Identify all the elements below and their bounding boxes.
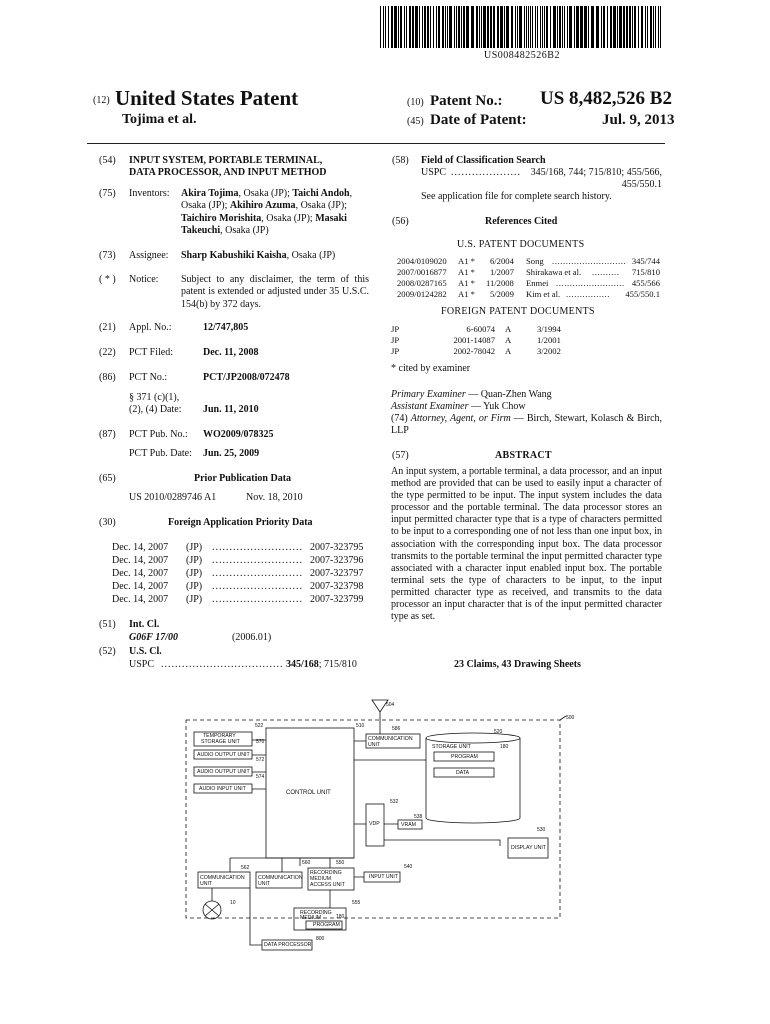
us-ref-kind: A1 *: [458, 278, 475, 288]
assignee: [181, 250, 335, 262]
ref-504: 504: [386, 702, 395, 708]
pub-date-label: PCT Pub. Date:: [129, 448, 192, 459]
us-ref-number: 2009/0124282: [397, 289, 447, 299]
vdp-label: VDP: [369, 821, 380, 827]
recording-medium-label-1: RECORDING: [300, 910, 332, 916]
appl-no-label: Appl. No.:: [129, 322, 172, 333]
inventor-location: , Osaka (JP);: [295, 200, 347, 212]
ref-180-b: 180: [336, 914, 345, 920]
ref-540: 540: [404, 864, 413, 870]
code-51: (51): [99, 619, 116, 630]
recording-access-label-1: RECORDING: [310, 870, 342, 876]
code-56: (56): [392, 216, 409, 227]
foreign-ref-country: JP: [391, 324, 400, 334]
priority-number: 2007-323799: [310, 594, 364, 605]
dot-leader: ..........................: [212, 594, 303, 605]
priority-date: Dec. 14, 2007: [112, 581, 169, 592]
patent-no-label: Patent No.:: [430, 93, 503, 109]
ref-538: 538: [414, 814, 423, 820]
foreign-ref-date: 3/2002: [537, 346, 561, 356]
priority-number: 2007-323797: [310, 568, 364, 579]
program-label-2: PROGRAM: [313, 922, 340, 928]
inventor-location: , Osaka (JP);: [181, 188, 353, 212]
us-ref-number: 2007/0016877: [397, 267, 447, 277]
us-cl-label: U.S. Cl.: [129, 646, 162, 657]
dot-leader: ..........................: [212, 568, 303, 579]
pub-date: Jun. 25, 2009: [203, 448, 260, 459]
s371-date: Jun. 11, 2010: [203, 404, 259, 415]
storage-cylinder-bottom: [426, 818, 520, 823]
code-87: (87): [99, 429, 116, 440]
inventors-list: [181, 188, 369, 237]
control-unit-label: CONTROL UNIT: [286, 790, 331, 796]
inventor-name: Taichi Andoh: [292, 188, 350, 199]
ref-555: 555: [352, 900, 361, 906]
inventor-name: Masaki Takeuchi: [181, 212, 347, 236]
assistant-examiner: [391, 401, 526, 413]
ref-574: 574: [256, 774, 265, 780]
foreign-ref-kind: A: [505, 346, 512, 356]
audio-input-label: AUDIO INPUT UNIT: [199, 786, 246, 792]
uspc-rest: ; 715/810: [318, 659, 357, 670]
dot-leader: ..........................: [212, 555, 303, 566]
cited-by-examiner-note: * cited by examiner: [391, 363, 471, 374]
priority-number: 2007-323796: [310, 555, 364, 566]
ref-530: 530: [537, 827, 546, 833]
audio-output-label-2: AUDIO OUTPUT UNIT: [197, 769, 250, 775]
prior-pub-title: Prior Publication Data: [194, 473, 292, 484]
references-title: References Cited: [485, 216, 558, 227]
communication-unit-2-label-2: UNIT: [200, 881, 213, 887]
us-docs-title: U.S. PATENT DOCUMENTS: [457, 239, 585, 250]
prior-pub-date: Nov. 18, 2010: [246, 492, 303, 503]
us-ref-class: 715/810: [631, 267, 660, 277]
pub-no: WO2009/078325: [203, 429, 274, 440]
assignee-name: Sharp Kabushiki Kaisha: [181, 250, 287, 261]
inventor-location: , Osaka (JP): [220, 224, 269, 236]
ref-800: 800: [316, 936, 325, 942]
uspc-main: 345/168: [286, 659, 319, 670]
ref-10: 10: [230, 900, 236, 906]
code-22: (22): [99, 347, 116, 358]
recording-access-label-3: ACCESS UNIT: [310, 882, 345, 888]
connector-lines: [252, 740, 266, 789]
foreign-ref-kind: A: [505, 324, 512, 334]
dot-leader: .........................: [556, 278, 625, 288]
us-ref-name: Enmei: [526, 278, 549, 288]
us-ref-date: 5/2009: [490, 289, 514, 299]
assistant-examiner-name: — Yuk Chow: [468, 401, 526, 412]
pct-no-label: PCT No.:: [129, 372, 168, 383]
priority-date: Dec. 14, 2007: [112, 594, 169, 605]
attorney-label: Attorney, Agent, or Firm: [410, 413, 511, 424]
us-ref-number: 2008/0287165: [397, 278, 447, 288]
primary-examiner: [391, 389, 552, 401]
us-ref-class: 345/744: [631, 256, 660, 266]
code-10: (10): [407, 97, 424, 108]
primary-examiner-name: — Quan-Zhen Wang: [465, 389, 552, 400]
code-65: (65): [99, 473, 116, 484]
us-ref-class: 455/550.1: [625, 289, 660, 299]
pct-filed-label: PCT Filed:: [129, 347, 173, 358]
inventors-short: Tojima et al.: [122, 112, 197, 127]
inventor-name: Akira Tojima: [181, 188, 239, 199]
priority-country: (JP): [186, 594, 203, 605]
code-21: (21): [99, 322, 116, 333]
field-search-title: Field of Classification Search: [421, 155, 546, 166]
date-label: Date of Patent:: [430, 112, 527, 128]
ref-562: 562: [241, 865, 250, 871]
priority-country: (JP): [186, 581, 203, 592]
code-45: (45): [407, 116, 424, 127]
priority-country: (JP): [186, 542, 203, 553]
field-uspc-line-1: 345/168, 744; 715/810; 455/566,: [530, 167, 662, 178]
int-cl-label: Int. Cl.: [129, 619, 160, 630]
field-search-note: See application file for complete search history.: [421, 191, 612, 202]
communication-unit-label-1: COMMUNICATION: [368, 736, 413, 742]
ref-520: 520: [494, 729, 503, 735]
field-uspc-line-2: 455/550.1: [621, 179, 662, 190]
temporary-storage-label-1: TEMPORARY: [203, 733, 236, 739]
int-cl-code: G06F 17/00: [129, 632, 178, 643]
inventor-name: Taichiro Morishita: [181, 212, 262, 224]
us-ref-number: 2004/0109020: [397, 256, 447, 266]
notice-code: ( * ): [99, 274, 116, 285]
code-54: (54): [99, 155, 116, 166]
patent-kind-title: United States Patent: [115, 86, 299, 110]
foreign-ref-country: JP: [391, 346, 400, 356]
int-cl-date: (2006.01): [232, 632, 272, 643]
abstract-title: ABSTRACT: [495, 450, 552, 461]
priority-date: Dec. 14, 2007: [112, 568, 169, 579]
notice-text: Subject to any disclaimer, the term of this patent is extended or adjusted under 35 U.S.C. 154(b) by 372 days.: [181, 274, 369, 310]
dot-leader: ..........................: [212, 581, 303, 592]
communication-unit-label-2: UNIT: [368, 742, 381, 748]
communication-unit-3-label-2: UNIT: [258, 881, 271, 887]
priority-number: 2007-323798: [310, 581, 364, 592]
assistant-examiner-label: Assistant Examiner: [391, 401, 469, 412]
display-unit-label: DISPLAY UNIT: [511, 845, 546, 851]
ref-560: 560: [302, 860, 311, 866]
priority-date: Dec. 14, 2007: [112, 555, 169, 566]
foreign-priority-title: Foreign Application Priority Data: [168, 517, 313, 528]
pct-filed-date: Dec. 11, 2008: [203, 347, 259, 358]
dot-leader: ....................: [451, 167, 521, 178]
code-58: (58): [392, 155, 409, 166]
code-74: (74): [391, 413, 408, 424]
us-ref-kind: A1 *: [458, 267, 475, 277]
us-ref-date: 11/2008: [486, 278, 514, 288]
s371-line-1: § 371 (c)(1),: [129, 392, 180, 403]
assignee-label: Assignee:: [129, 250, 169, 261]
dot-leader: ...................................: [161, 659, 284, 670]
us-ref-name: Shirakawa et al.: [526, 267, 582, 277]
barcode-image: [380, 6, 664, 48]
field-uspc-label: USPC: [421, 167, 447, 178]
recording-access-label-2: MEDIUM: [310, 876, 332, 882]
assignee-location: , Osaka (JP): [286, 250, 336, 261]
foreign-ref-kind: A: [505, 335, 512, 345]
patent-number: US 8,482,526 B2: [540, 88, 672, 109]
attorney: [391, 413, 662, 438]
notice-label: Notice:: [129, 274, 159, 285]
storage-unit-label: STORAGE UNIT: [432, 744, 471, 750]
input-unit-label: INPUT UNIT: [369, 874, 399, 880]
code-52: (52): [99, 646, 116, 657]
us-ref-kind: A1 *: [458, 256, 475, 266]
patent-date: Jul. 9, 2013: [602, 112, 675, 128]
us-ref-class: 455/566: [631, 278, 660, 288]
us-ref-date: 6/2004: [490, 256, 514, 266]
communication-unit-3-label-1: COMMUNICATION: [258, 875, 303, 881]
uspc-classes: [286, 659, 357, 671]
ref-570: 570: [256, 739, 265, 745]
code-57: (57): [392, 450, 409, 461]
attorney-name: — Birch, Stewart, Kolasch & Birch, LLP: [391, 413, 663, 437]
code-75: (75): [99, 188, 116, 199]
inventor-location: , Osaka (JP);: [238, 188, 293, 199]
vram-label: VRAM: [401, 822, 416, 828]
us-ref-kind: A1 *: [458, 289, 475, 299]
foreign-ref-country: JP: [391, 335, 400, 345]
inventors-label: Inventors:: [129, 188, 170, 199]
foreign-ref-number: 2001-14087: [453, 335, 495, 345]
title-line-1: INPUT SYSTEM, PORTABLE TERMINAL,: [129, 155, 323, 166]
appl-no: 12/747,805: [203, 322, 249, 333]
communication-unit-2-label-1: COMMUNICATION: [200, 875, 245, 881]
ref-510: 510: [356, 723, 365, 729]
code-73: (73): [99, 250, 116, 261]
code-12: (12): [93, 95, 110, 106]
ref-532: 532: [390, 799, 399, 805]
storage-cylinder: [426, 738, 520, 818]
ref-500: 500: [566, 715, 575, 721]
storage-cylinder-top: [426, 733, 520, 743]
code-30: (30): [99, 517, 116, 528]
dot-leader: ..........................: [212, 542, 303, 553]
primary-examiner-label: Primary Examiner: [391, 389, 466, 400]
ref-586: 586: [392, 726, 401, 732]
data-label: DATA: [456, 770, 470, 776]
us-ref-date: 1/2007: [490, 267, 514, 277]
foreign-ref-number: 6-60074: [466, 324, 495, 334]
abstract-text: An input system, a portable terminal, a data processor, and an input method are provided that can be used to easily input a character of the type permitted to be input. The input system includes the data processor and the portable terminal. The data processor stores an input permitted character type that is a type of characters permitted to be input to a corresponding one of not less than one input box, in association with the corresponding input box. The data processor transmits to the portable terminal the input permitted character type associated with a character input enabled input box. The portable terminal sets the type of characters to be input, to the input permitted character type as received, and transmits to the data processor an input character that is of the input permitted character type as set.: [391, 466, 662, 623]
s371-line-2: (2), (4) Date:: [129, 404, 182, 415]
program-label: PROGRAM: [451, 754, 478, 760]
dot-leader: ................: [566, 289, 610, 299]
priority-country: (JP): [186, 568, 203, 579]
title-line-2: DATA PROCESSOR, AND INPUT METHOD: [129, 167, 327, 178]
audio-output-label-1: AUDIO OUTPUT UNIT: [197, 752, 250, 758]
pub-no-label: PCT Pub. No.:: [129, 429, 188, 440]
pct-no: PCT/JP2008/072478: [203, 372, 290, 383]
connector-lines: [250, 888, 262, 945]
data-processor-label: DATA PROCESSOR: [264, 942, 312, 948]
priority-number: 2007-323795: [310, 542, 364, 553]
inventor-name: Akihiro Azuma: [229, 200, 296, 212]
priority-date: Dec. 14, 2007: [112, 542, 169, 553]
inventor-location: , Osaka (JP);: [261, 212, 316, 224]
ref-572: 572: [256, 757, 265, 763]
priority-country: (JP): [186, 555, 203, 566]
temporary-storage-label-2: STORAGE UNIT: [201, 739, 240, 745]
foreign-docs-title: FOREIGN PATENT DOCUMENTS: [441, 306, 595, 317]
claims-sheets: 23 Claims, 43 Drawing Sheets: [454, 659, 581, 670]
ref-180: 180: [500, 744, 509, 750]
ref-522: 522: [255, 723, 264, 729]
header-divider: [87, 143, 665, 144]
representative-figure: [180, 688, 590, 958]
prior-pub-no: US 2010/0289746 A1: [129, 492, 217, 503]
document-number: US008482526B2: [484, 50, 560, 61]
uspc-label: USPC: [129, 659, 155, 670]
ref-550: 550: [336, 860, 345, 866]
code-86: (86): [99, 372, 116, 383]
dot-leader: ...........................: [552, 256, 627, 266]
foreign-ref-date: 1/2001: [537, 335, 561, 345]
foreign-ref-number: 2002-78042: [453, 346, 495, 356]
foreign-ref-date: 3/1994: [537, 324, 561, 334]
us-ref-name: Kim et al.: [526, 289, 561, 299]
us-ref-name: Song: [526, 256, 544, 266]
connector-lines: [354, 824, 500, 846]
recording-medium-label-2: MEDIUM: [300, 915, 322, 921]
dot-leader: ..........: [592, 267, 620, 277]
